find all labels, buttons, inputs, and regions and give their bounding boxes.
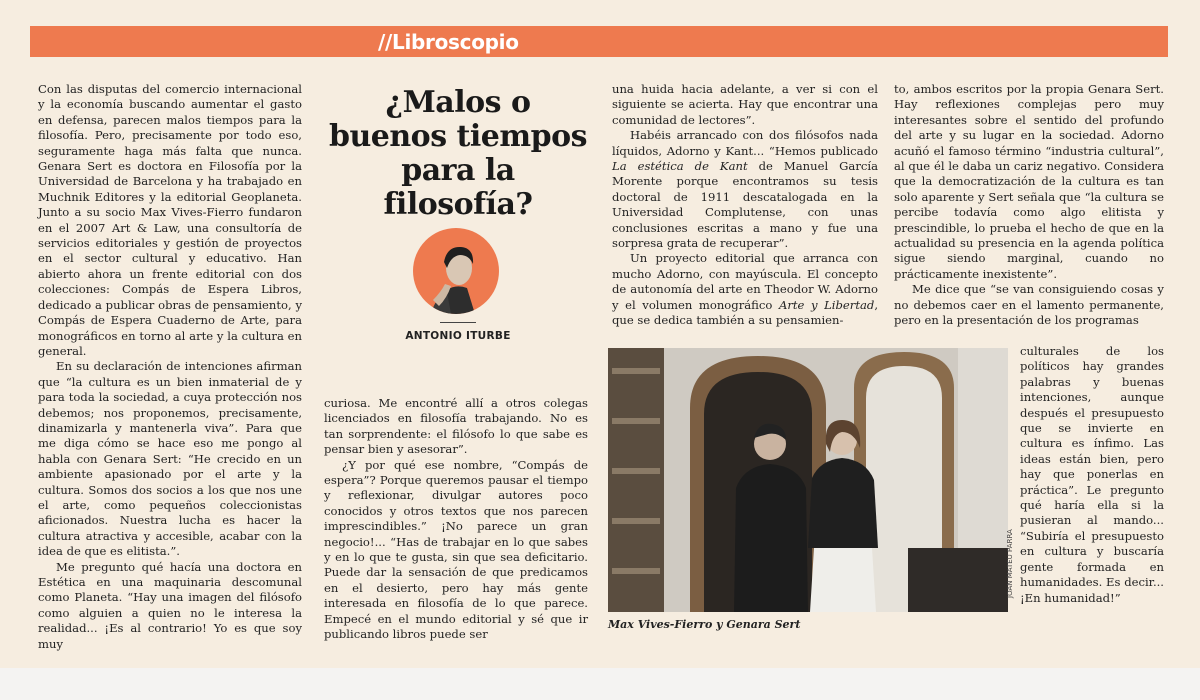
paragraph: Me pregunto qué hacía una doctora en Estética en una maquinaria descomunal como Planeta. “Hay una imagen del filósofo como alguien a quien no le interesa la realidad... ¡Es al contrario! Yo es que soy muy — [38, 559, 302, 651]
paragraph: to, ambos escritos por la propia Genara Sert. Hay reflexiones complejas pero muy interesantes sobre el sentido del profundo del arte y su lugar en la sociedad. Adorno acuñó el famoso término “industria cultural”, al que él le daba un cariz negativo. Considera que la democratización de la cultura es tan solo aparente y Sert señala que “la cultura se percibe todavía como algo elitista y prescindible, lo prueba el hecho de que en la actualidad su presencia en la agenda política sigue siendo marginal, cuando no prácticamente inexistente”. — [894, 82, 1164, 281]
text-run: de Manuel García Morente porque encontramos su tesis doctoral de 1911 descatalogada en la Universidad Complutense, con unas conclusiones escritas a mano y fue una sorpresa grata de recuperar”. — [612, 159, 878, 251]
article-column-4 — [894, 82, 1164, 329]
article-column-4-wrap — [1020, 344, 1164, 606]
author-divider — [440, 322, 476, 323]
text-run: , que se dedica también a su pensamien- — [612, 297, 878, 328]
text-run: Un proyecto editorial que arranca con mucho Adorno, con mayúscula. El concepto de autonomía del arte en Theodor W. Adorno y el volumen monográfico — [612, 251, 878, 312]
paragraph: ¿Y por qué ese nombre, “Compás de espera”? Porque queremos pausar el tiempo y reflexionar, divulgar autores poco conocidos y otros textos que nos parecen imprescindibles.” ¡No parece un gran negocio!... “Has de trabajar en lo que sabes y en lo que te gusta, sin que sea deficitario. Puede dar la sensación de que predicamos en el desierto, pero hay más gente interesada en filosofía de lo que parece. Empecé en el mundo editorial y sé que ir publicando libros puede ser — [324, 457, 588, 642]
book-title: La estética de Kant — [612, 159, 748, 174]
article-column-2 — [324, 396, 588, 643]
paragraph: una huida hacia adelante, a ver si con el siguiente se acierta. Hay que encontrar una comunidad de lectores”. — [612, 82, 878, 127]
section-label: Libroscopio — [392, 30, 519, 54]
paragraph: En su declaración de intenciones afirman que “la cultura es un bien inmaterial de y para toda la sociedad, a cuya protección nos debemos; nos proponemos, precisamente, dinamizarla y mantenerla viva”. Para que me diga cómo se hace eso me pongo al habla con Genara Sert: “He crecido en un ambiente apasionado por el arte y la cultura. Somos dos socios a los que nos une el arte, como pequeños coleccionistas aficionados. Nuestra lucha es hacer la cultura atractiva y accesible, acabar con la idea de que es elitista.”. — [38, 359, 302, 559]
paragraph: Con las disputas del comercio internacional y la economía buscando aumentar el gasto en defensa, parecen malos tiempos para la filosofía. Pero, precisamente por todo eso, seguramente haga más falta que nunca. Genara Sert es doctora en Filosofía por la Universidad de Barcelona y ha trabajado en Muchnik Editores y la editorial Geoplaneta. Junto a su socio Max Vives-Fierro fundaron en el 2007 Art & Law, una consultoría de servicios editoriales y gestión de proyectos en el sector cultural y educativo. Han abierto ahora un frente editorial con dos colecciones: Compás de Espera Libros, dedicado a publicar obras de pensamiento, y Compás de Espera Cuaderno de Arte, para monográficos en torno al arte y la cultura en general. — [38, 82, 302, 358]
text-run: Habéis arrancado con dos filósofos nada líquidos, Adorno y Kant... “Hemos publicado — [612, 128, 878, 158]
interview-photo — [608, 348, 1008, 612]
bottom-strip — [0, 668, 1200, 700]
section-slash-icon: // — [378, 30, 393, 54]
paragraph: culturales de los políticos hay grandes palabras y buenas intenciones, aunque después el presupuesto que se invierte en cultura es ínfimo. Las ideas están bien, pero hay que ponerlas en práctica”. Le pregunto qué haría ella si la pusieran al mando... “Subiría el presupuesto en cultura y buscaría gente formada en humanidades. Es decir... ¡En humanidad!” — [1020, 344, 1164, 605]
author-portrait — [413, 228, 499, 314]
article-column-1 — [38, 82, 302, 652]
paragraph — [612, 251, 878, 328]
paragraph — [612, 128, 878, 251]
paragraph: Me dice que “se van consiguiendo cosas y no debemos caer en el lamento permanente, pero en la presentación de los programas — [894, 282, 1164, 328]
paragraph: curiosa. Me encontré allí a otros colegas licenciados en filosofía trabajando. No es tan sorprendente: el filósofo lo que sabe es pensar bien y asesorar”. — [324, 396, 588, 457]
article-column-3 — [612, 82, 878, 329]
headline: ¿Malos o buenos tiempos para la filosofía? — [329, 85, 587, 222]
photo-caption: Max Vives-Fierro y Genara Sert — [608, 618, 801, 631]
photo-credit: JOAN MATEU PARRA — [1006, 529, 1014, 598]
author-byline: ANTONIO ITURBE — [405, 330, 511, 342]
section-banner — [30, 26, 1168, 57]
book-title: Arte y Libertad — [778, 297, 875, 312]
section-title — [378, 31, 519, 53]
